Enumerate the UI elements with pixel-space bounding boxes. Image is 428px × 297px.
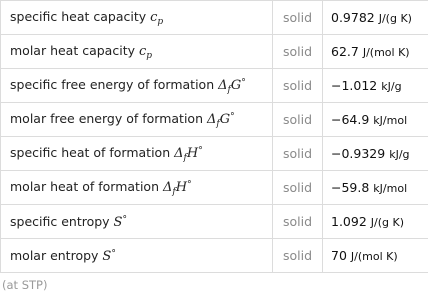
property-name-cell xyxy=(1,69,273,103)
property-name-cell xyxy=(1,137,273,171)
property-symbol xyxy=(150,10,163,25)
symbol-main: c xyxy=(150,9,158,25)
value-cell xyxy=(323,205,428,239)
value-unit: kJ/mol xyxy=(373,114,408,127)
value-number: 0.9782 xyxy=(331,10,375,25)
property-name-cell xyxy=(1,103,273,137)
phase-cell: solid xyxy=(273,69,323,103)
value-cell xyxy=(323,171,428,205)
value-cell xyxy=(323,103,428,137)
property-label: specific heat of formation xyxy=(10,144,171,160)
property-symbol xyxy=(218,78,246,93)
table-row xyxy=(1,137,428,171)
table-row xyxy=(1,35,428,69)
value-unit: J/(g K) xyxy=(378,12,412,25)
symbol-variable: G xyxy=(230,77,242,93)
phase-cell: solid xyxy=(273,205,323,239)
symbol-subscript: p xyxy=(157,16,164,27)
phase-cell: solid xyxy=(273,239,323,273)
value-cell xyxy=(323,239,428,273)
property-name-cell xyxy=(1,205,273,239)
property-name-cell xyxy=(1,35,273,69)
symbol-variable: H xyxy=(186,145,199,161)
symbol-superscript: ° xyxy=(241,77,246,88)
symbol-subscript: f xyxy=(172,186,176,197)
symbol-main: c xyxy=(138,43,147,59)
value-cell xyxy=(323,35,428,69)
table-row xyxy=(1,1,428,35)
value-number: −59.8 xyxy=(331,180,370,195)
table-row xyxy=(1,171,428,205)
property-label: molar heat capacity xyxy=(10,42,135,58)
symbol-main: Δ xyxy=(218,77,228,93)
value-unit: J/(mol K) xyxy=(362,46,410,59)
symbol-main: Δ xyxy=(162,179,173,195)
symbol-subscript: f xyxy=(227,84,231,95)
symbol-superscript: ° xyxy=(230,111,235,122)
value-unit: kJ/g xyxy=(389,148,410,161)
value-unit: kJ/mol xyxy=(373,182,408,195)
symbol-variable: H xyxy=(175,179,188,195)
symbol-superscript: ° xyxy=(187,179,192,190)
symbol-main: Δ xyxy=(206,111,217,127)
phase-cell: solid xyxy=(273,137,323,171)
phase-cell: solid xyxy=(273,1,323,35)
symbol-main: Δ xyxy=(174,145,184,161)
symbol-superscript: ° xyxy=(122,214,127,225)
table-row xyxy=(1,69,428,103)
symbol-superscript: ° xyxy=(111,248,116,259)
property-label: specific heat capacity xyxy=(10,8,147,24)
value-unit: kJ/g xyxy=(381,80,402,93)
property-symbol xyxy=(163,180,192,195)
property-name-cell xyxy=(1,239,273,273)
symbol-subscript: f xyxy=(183,152,187,163)
value-number: −0.9329 xyxy=(331,146,386,161)
value-number: 1.092 xyxy=(331,214,367,229)
property-name-cell xyxy=(1,1,273,35)
table-row xyxy=(1,205,428,239)
property-label: molar heat of formation xyxy=(10,178,159,194)
property-symbol xyxy=(139,44,152,59)
value-unit: J/(mol K) xyxy=(350,250,398,263)
symbol-main: S xyxy=(113,214,123,230)
table-row xyxy=(1,239,428,273)
property-name-cell xyxy=(1,171,273,205)
phase-cell: solid xyxy=(273,35,323,69)
symbol-variable: G xyxy=(219,111,231,127)
value-cell xyxy=(323,1,428,35)
symbol-subscript: p xyxy=(146,50,153,61)
phase-cell: solid xyxy=(273,103,323,137)
property-symbol xyxy=(114,215,127,230)
value-number: 62.7 xyxy=(331,44,359,59)
property-label: molar free energy of formation xyxy=(10,110,203,126)
value-number: −64.9 xyxy=(331,112,370,127)
value-number: −1.012 xyxy=(331,78,378,93)
table-row xyxy=(1,103,428,137)
value-number: 70 xyxy=(331,248,347,263)
property-label: specific free energy of formation xyxy=(10,76,215,92)
symbol-superscript: ° xyxy=(198,145,203,156)
value-unit: J/(g K) xyxy=(370,216,405,229)
value-cell xyxy=(323,137,428,171)
property-label: specific entropy xyxy=(10,213,110,229)
property-symbol xyxy=(102,249,115,264)
symbol-main: S xyxy=(102,248,112,264)
value-cell xyxy=(323,69,428,103)
property-label: molar entropy xyxy=(10,247,99,263)
property-symbol xyxy=(207,112,235,127)
conditions-footnote: (at STP) xyxy=(2,278,48,292)
phase-cell: solid xyxy=(273,171,323,205)
symbol-subscript: f xyxy=(216,118,220,129)
property-symbol xyxy=(174,146,203,161)
